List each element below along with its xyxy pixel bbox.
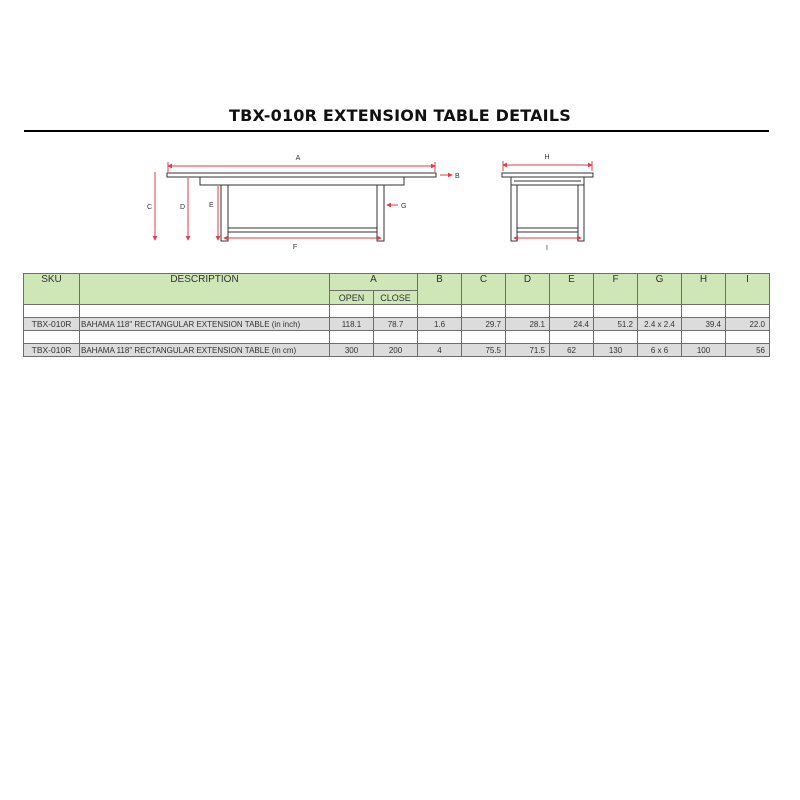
cell-c: 75.5 — [462, 344, 506, 357]
dimension-table — [23, 273, 770, 357]
header-sku: SKU — [24, 274, 80, 305]
cell-g: 6 x 6 — [638, 344, 682, 357]
cell-e: 62 — [550, 344, 594, 357]
header-f: F — [594, 274, 638, 305]
label-h: H — [544, 154, 550, 161]
label-d: D — [180, 204, 186, 211]
label-g: G — [401, 203, 407, 210]
spacer-row — [24, 331, 770, 344]
label-f: F — [292, 244, 298, 251]
end-view-drawing — [502, 173, 593, 241]
cell-d: 28.1 — [506, 318, 550, 331]
cell-b: 4 — [418, 344, 462, 357]
side-view-drawing — [167, 173, 436, 241]
header-c: C — [462, 274, 506, 305]
label-b: B — [455, 173, 460, 180]
cell-sku: TBX-010R — [24, 318, 80, 331]
table-row — [24, 344, 770, 357]
table-dimension-diagram — [0, 0, 800, 260]
header-i: I — [726, 274, 770, 305]
header-a: A — [330, 274, 418, 291]
spacer-row — [24, 305, 770, 318]
cell-sku: TBX-010R — [24, 344, 80, 357]
header-b: B — [418, 274, 462, 305]
cell-description: BAHAMA 118" RECTANGULAR EXTENSION TABLE (in inch) — [80, 318, 330, 331]
cell-d: 71.5 — [506, 344, 550, 357]
cell-i: 22.0 — [726, 318, 770, 331]
cell-description: BAHAMA 118" RECTANGULAR EXTENSION TABLE (in cm) — [80, 344, 330, 357]
header-e: E — [550, 274, 594, 305]
table-row — [24, 318, 770, 331]
header-h: H — [682, 274, 726, 305]
cell-b: 1.6 — [418, 318, 462, 331]
cell-close: 200 — [374, 344, 418, 357]
header-d: D — [506, 274, 550, 305]
cell-open: 118.1 — [330, 318, 374, 331]
cell-h: 100 — [682, 344, 726, 357]
page-title: TBX-010R EXTENSION TABLE DETAILS — [229, 106, 571, 125]
cell-c: 29.7 — [462, 318, 506, 331]
label-e: E — [209, 202, 214, 209]
cell-g: 2.4 x 2.4 — [638, 318, 682, 331]
cell-f: 130 — [594, 344, 638, 357]
header-row — [24, 274, 770, 291]
header-description: DESCRIPTION — [80, 274, 330, 305]
header-g: G — [638, 274, 682, 305]
header-close: CLOSE — [374, 291, 418, 305]
header-open: OPEN — [330, 291, 374, 305]
label-c: C — [147, 204, 153, 211]
cell-i: 56 — [726, 344, 770, 357]
label-i: I — [546, 245, 548, 252]
label-a: A — [295, 155, 301, 162]
cell-open: 300 — [330, 344, 374, 357]
cell-f: 51.2 — [594, 318, 638, 331]
cell-e: 24.4 — [550, 318, 594, 331]
cell-h: 39.4 — [682, 318, 726, 331]
cell-close: 78.7 — [374, 318, 418, 331]
